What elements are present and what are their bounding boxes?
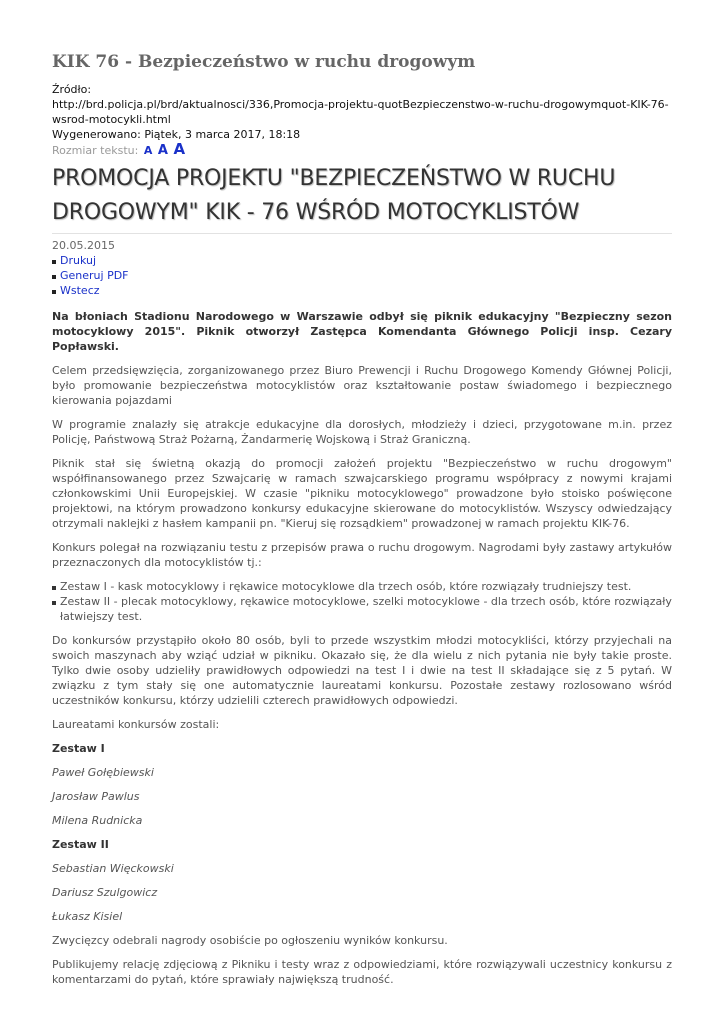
generate-pdf-link[interactable]: Generuj PDF: [60, 269, 129, 282]
article-body: [52, 309, 672, 996]
action-item: [52, 283, 129, 298]
paragraph: Do konkursów przystąpiło około 80 osób, byli to przede wszystkim młodzi motocykliści, którzy przyjechali na swoich maszynach aby wziąć udział w pikniku. Okazało się, że dla wielu z nich pytania nie były takie proste. Tylko dwie osoby udzieliły prawidłowych odpowiedzi na test I i dwie na test II składające się z 5 pytań. W związku z tym stały się one automatycznie laureatami konkursu. Pozostałe zestawy rozlosowano wśród uczestników konkursu, którzy udzielili czterech prawidłowych odpowiedzi.: [52, 634, 672, 707]
winner-name: Paweł Gołębiewski: [52, 766, 154, 779]
text-size-small-button[interactable]: A: [143, 144, 153, 157]
generated-timestamp: Wygenerowano: Piątek, 3 marca 2017, 18:18: [52, 128, 301, 141]
text-size-large-button[interactable]: A: [173, 140, 186, 158]
back-link[interactable]: Wstecz: [60, 284, 100, 297]
prize-item: Zestaw II - plecak motocyklowy, rękawice motocyklowe, szelki motocyklowe - dla trzech osób, które rozwiązały łatwiejszy test.: [52, 594, 672, 624]
paragraph: Publikujemy relację zdjęciową z Pikniku i testy wraz z odpowiedziami, które rozwiązywali uczestnicy konkursu z komentarzami do pytań, które sprawiały największą trudność.: [52, 958, 672, 986]
paragraph: Laureatami konkursów zostali:: [52, 718, 220, 731]
action-item: [52, 268, 129, 283]
source-label: Źródło:: [52, 83, 92, 96]
title-divider: [52, 233, 672, 234]
article-actions: [52, 253, 129, 298]
text-size-row: [52, 142, 677, 158]
set2-heading: Zestaw II: [52, 838, 109, 851]
paragraph: Piknik stał się świetną okazją do promocji założeń projektu "Bezpieczeństwo w ruchu drogowym" współfinansowanego przez Szwajcarię w ramach szwajcarskiego programu współpracy z nowymi krajami członkowskimi Unii Europejskiej. W czasie "pikniku motocyklowego" prowadzone było stoisko poświęcone projektowi, na którym prowadzono konkursy edukacyjne skierowane do motocyklistów. Wszyscy odwiedzający otrzymali naklejki z hasłem kampanii pn. "Kieruj się rozsądkiem" prowadzonej w ramach projektu KIK-76.: [52, 457, 672, 530]
set1-heading: Zestaw I: [52, 742, 105, 755]
article-lead: Na błoniach Stadionu Narodowego w Warszawie odbył się piknik edukacyjny "Bezpieczny sezon motocyklowy 2015". Piknik otworzył Zastępca Komendanta Głównego Policji insp. Cezary Popławski.: [52, 310, 672, 353]
paragraph: Zwycięzcy odebrali nagrody osobiście po ogłoszeniu wyników konkursu.: [52, 934, 448, 947]
text-size-label: Rozmiar tekstu:: [52, 144, 139, 157]
action-item: [52, 253, 129, 268]
article-title: PROMOCJA PROJEKTU "BEZPIECZEŃSTWO W RUCHU DROGOWYM" KIK - 76 WŚRÓD MOTOCYKLISTÓW: [52, 166, 616, 225]
winner-name: Sebastian Więckowski: [52, 862, 174, 875]
print-link[interactable]: Drukuj: [60, 254, 97, 267]
article-date: 20.05.2015: [52, 239, 115, 252]
paragraph: W programie znalazły się atrakcje edukacyjne dla dorosłych, młodzieży i dzieci, przygotowane m.in. przez Policję, Państwową Straż Pożarną, Żandarmerię Wojskową i Straż Graniczną.: [52, 418, 672, 446]
winner-name: Łukasz Kisiel: [52, 910, 123, 923]
paragraph: Celem przedsięwzięcia, zorganizowanego przez Biuro Prewencji i Ruchu Drogowego Komendy Głównej Policji, było promowanie bezpieczeństwa motocyklistów oraz kształtowanie postaw świadomego i bezpiecznego kierowania pojazdami: [52, 364, 672, 407]
paragraph: Konkurs polegał na rozwiązaniu testu z przepisów prawa o ruchu drogowym. Nagrodami były zastawy artykułów przeznaczonych dla motocyklistów tj.:: [52, 541, 672, 569]
prize-list: [52, 579, 672, 624]
source-url: http://brd.policja.pl/brd/aktualnosci/336,Promocja-projektu-quotBezpieczenstwo-w-ruchu-drogowymquot-KIK-76-wsrod-motocykli.html: [52, 98, 669, 126]
document-header-title: KIK 76 - Bezpieczeństwo w ruchu drogowym: [52, 52, 476, 72]
winner-name: Jarosław Pawlus: [52, 790, 140, 803]
document-meta: [52, 82, 677, 158]
text-size-medium-button[interactable]: A: [157, 143, 168, 158]
prize-item: Zestaw I - kask motocyklowy i rękawice motocyklowe dla trzech osób, które rozwiązały trudniejszy test.: [52, 579, 672, 594]
winner-name: Dariusz Szulgowicz: [52, 886, 158, 899]
winner-name: Milena Rudnicka: [52, 814, 143, 827]
